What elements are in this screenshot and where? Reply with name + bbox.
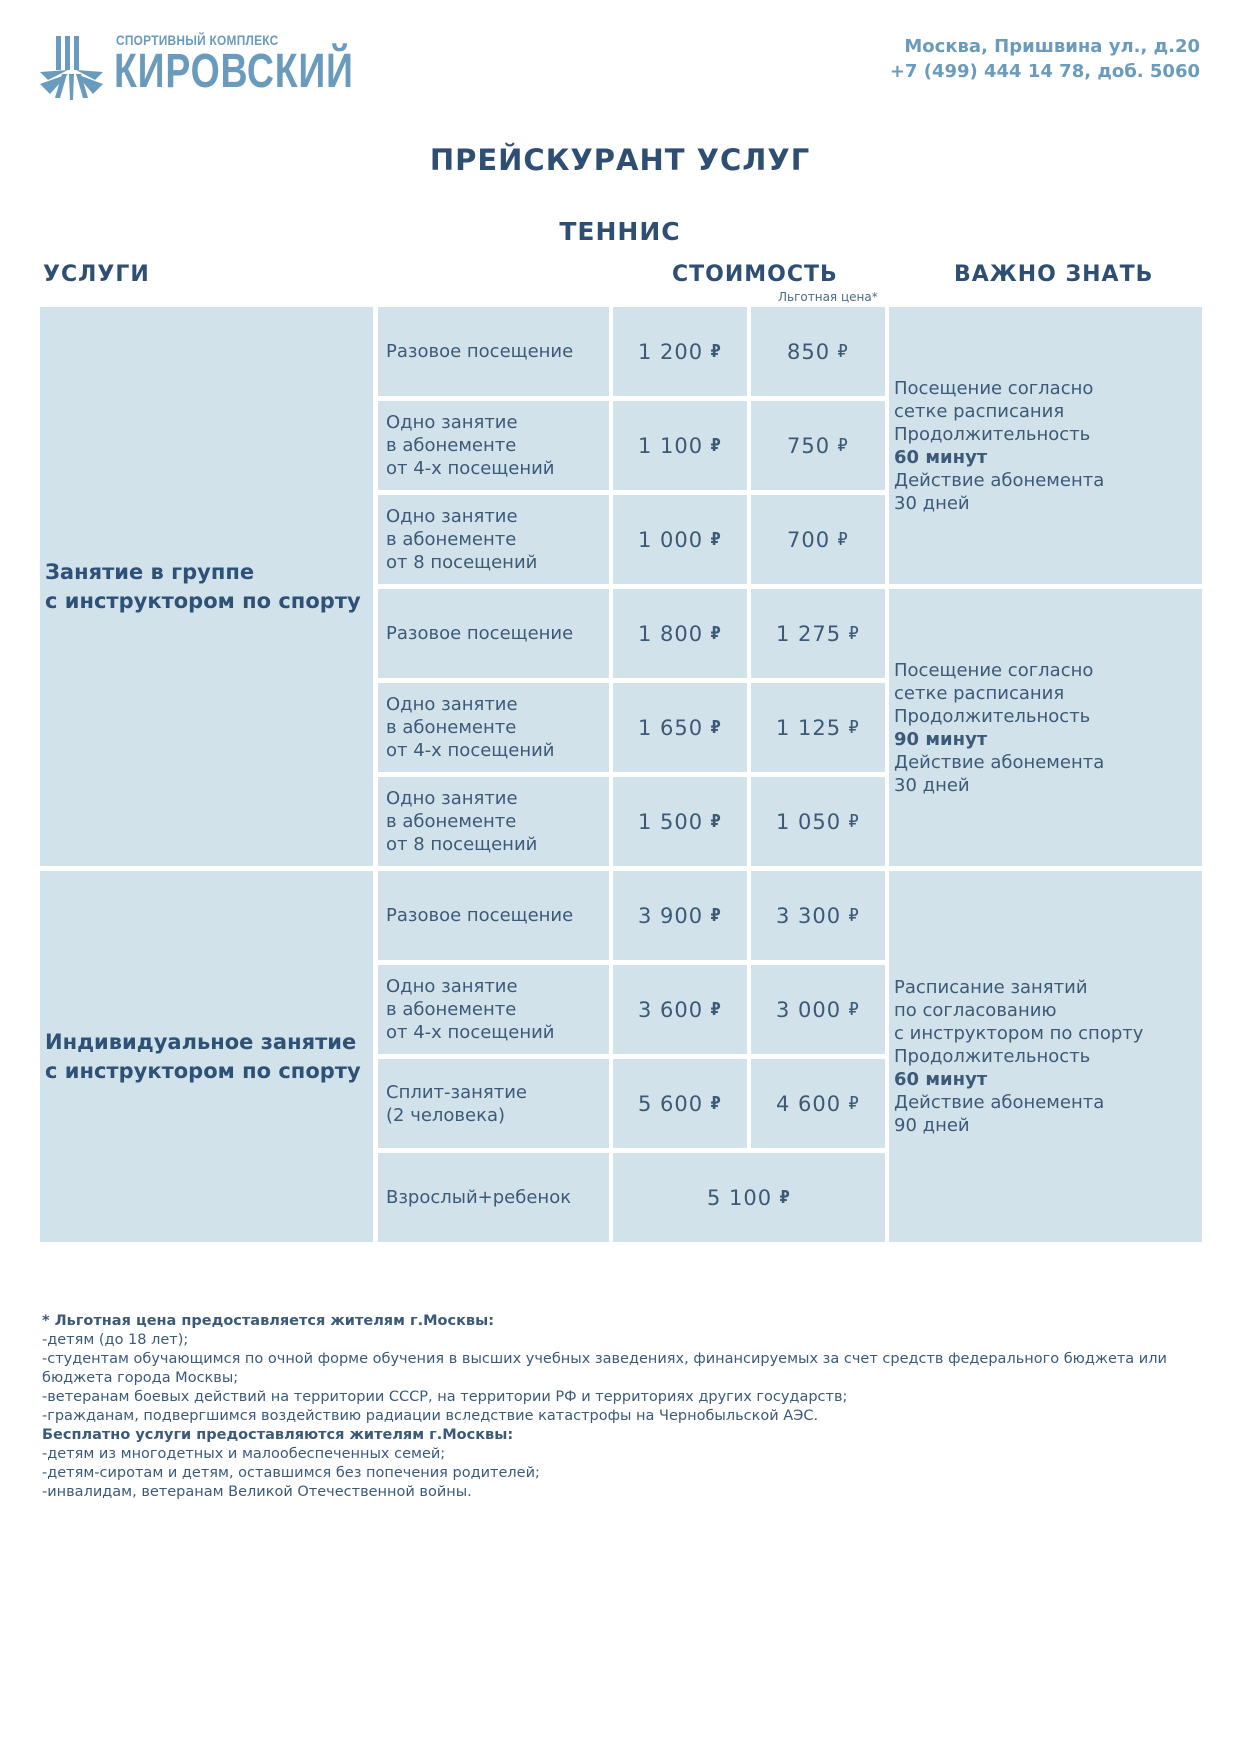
price-cell [613, 777, 747, 866]
price-cell [613, 965, 747, 1054]
important-note [889, 589, 1202, 866]
price-value: 3 600 [638, 997, 704, 1022]
price-value: 3 000 [776, 997, 842, 1022]
ruble-sign: ₽ [837, 341, 849, 362]
price-value: 5 100 [707, 1185, 773, 1210]
note-text [894, 976, 1143, 1137]
note-post: Действие абонемента 30 дней [894, 469, 1105, 514]
footnotes [42, 1312, 1202, 1502]
service-name: Разовое посещение [378, 307, 609, 396]
ruble-sign: ₽ [710, 999, 722, 1020]
column-header-cost: СТОИМОСТЬ [672, 262, 838, 287]
price-cell [613, 871, 747, 960]
note-text [894, 377, 1104, 515]
logo-name: КИРОВСКИЙ [114, 45, 354, 98]
ruble-sign: ₽ [710, 435, 722, 456]
section-title: ТЕННИС [559, 217, 681, 246]
ruble-sign: ₽ [848, 623, 860, 644]
note-pre: Расписание занятий по согласованию с инструктором по спорту Продолжительность [894, 977, 1144, 1067]
service-name: Сплит-занятие (2 человека) [378, 1059, 609, 1148]
service-name: Одно занятие в абонементе от 4-х посещений [378, 965, 609, 1054]
note-bold: 60 минут [894, 1069, 988, 1090]
phone: +7 (499) 444 14 78, доб. 5060 [889, 61, 1200, 82]
ruble-sign: ₽ [779, 1187, 791, 1208]
note-pre: Посещение согласно сетке расписания Продолжительность [894, 659, 1094, 727]
service-name: Взрослый+ребенок [378, 1153, 609, 1242]
discount-price-cell [751, 871, 885, 960]
ruble-sign: ₽ [848, 999, 860, 1020]
service-name: Одно занятие в абонементе от 8 посещений [378, 777, 609, 866]
discount-price-cell [751, 1059, 885, 1148]
service-name: Одно занятие в абонементе от 4-х посещений [378, 401, 609, 490]
price-value: 1 050 [776, 809, 842, 834]
important-note [889, 871, 1202, 1242]
ruble-sign: ₽ [848, 905, 860, 926]
service-group: Занятие в группе с инструктором по спорту [40, 307, 373, 866]
ruble-sign: ₽ [848, 1093, 860, 1114]
discount-footnote-list [42, 1331, 1202, 1426]
discount-price-cell [751, 589, 885, 678]
ruble-sign: ₽ [710, 341, 722, 362]
footnote-item: -инвалидам, ветеранам Великой Отечественной войны. [42, 1484, 472, 1500]
important-note [889, 307, 1202, 584]
footnote-item: -детям (до 18 лет); [42, 1332, 189, 1348]
ruble-sign: ₽ [710, 717, 722, 738]
ruble-sign: ₽ [710, 1093, 722, 1114]
service-name: Разовое посещение [378, 589, 609, 678]
footnote-item: -детям из многодетных и малообеспеченных семей; [42, 1446, 446, 1462]
price-value: 1 500 [638, 809, 704, 834]
address: Москва, Пришвина ул., д.20 [904, 36, 1200, 57]
price-value: 1 650 [638, 715, 704, 740]
price-value: 1 100 [638, 433, 704, 458]
price-value: 850 [787, 339, 831, 364]
note-bold: 60 минут [894, 446, 988, 468]
footnote-item: -студентам обучающимся по очной форме обучения в высших учебных заведениях, финансируемых за счет средств федерального бюджета или бюджета города Москвы; [42, 1351, 1167, 1386]
page-title: ПРЕЙСКУРАНТ УСЛУГ [429, 143, 811, 177]
column-header-important: ВАЖНО ЗНАТЬ [954, 262, 1154, 287]
price-value: 1 000 [638, 527, 704, 552]
price-cell [613, 1153, 885, 1242]
price-table [40, 307, 1202, 1249]
discount-price-cell [751, 965, 885, 1054]
discount-price-label: Льготная цена* [778, 290, 878, 304]
service-name: Одно занятие в абонементе от 4-х посещений [378, 683, 609, 772]
footnote-item: -гражданам, подвергшимся воздействию радиации вследствие катастрофы на Чернобыльской АЭС. [42, 1408, 819, 1424]
ruble-sign: ₽ [710, 623, 722, 644]
note-bold: 90 минут [894, 728, 988, 750]
column-header-services: УСЛУГИ [43, 262, 150, 287]
note-pre: Посещение согласно сетке расписания Продолжительность [894, 377, 1094, 445]
price-cell [613, 1059, 747, 1148]
free-footnote-list [42, 1445, 1202, 1502]
price-value: 4 600 [776, 1091, 842, 1116]
price-value: 1 200 [638, 339, 704, 364]
service-name: Разовое посещение [378, 871, 609, 960]
price-cell [613, 589, 747, 678]
discount-price-cell [751, 495, 885, 584]
service-group: Индивидуальное занятие с инструктором по спорту [40, 871, 373, 1242]
free-footnote-title: Бесплатно услуги предоставляются жителям г.Москвы: [42, 1427, 514, 1443]
contacts [890, 34, 1200, 84]
note-text [894, 659, 1104, 797]
ruble-sign: ₽ [710, 811, 722, 832]
discount-price-cell [751, 307, 885, 396]
ruble-sign: ₽ [837, 435, 849, 456]
price-cell [613, 683, 747, 772]
note-post: Действие абонемента 30 дней [894, 751, 1105, 796]
discount-price-cell [751, 777, 885, 866]
note-post: Действие абонемента 90 дней [894, 1092, 1105, 1136]
logo [40, 30, 354, 105]
discount-price-cell [751, 401, 885, 490]
price-value: 1 800 [638, 621, 704, 646]
price-cell [613, 401, 747, 490]
price-value: 5 600 [638, 1091, 704, 1116]
logo-subtitle: СПОРТИВНЫЙ КОМПЛЕКС [116, 32, 279, 48]
header [40, 30, 1200, 110]
price-cell [613, 495, 747, 584]
ruble-sign: ₽ [710, 529, 722, 550]
logo-emblem-icon [40, 34, 104, 100]
price-cell [613, 307, 747, 396]
price-value: 750 [787, 433, 831, 458]
price-value: 3 300 [776, 903, 842, 928]
price-value: 3 900 [638, 903, 704, 928]
discount-footnote-title: * Льготная цена предоставляется жителям г.Москвы: [42, 1313, 495, 1329]
ruble-sign: ₽ [710, 905, 722, 926]
price-value: 700 [787, 527, 831, 552]
price-value: 1 125 [776, 715, 842, 740]
ruble-sign: ₽ [837, 529, 849, 550]
footnote-item: -ветеранам боевых действий на территории СССР, на территории РФ и территориях других государств; [42, 1389, 848, 1405]
ruble-sign: ₽ [848, 717, 860, 738]
service-name: Одно занятие в абонементе от 8 посещений [378, 495, 609, 584]
footnote-item: -детям-сиротам и детям, оставшимся без попечения родителей; [42, 1465, 540, 1481]
ruble-sign: ₽ [848, 811, 860, 832]
discount-price-cell [751, 683, 885, 772]
price-value: 1 275 [776, 621, 842, 646]
